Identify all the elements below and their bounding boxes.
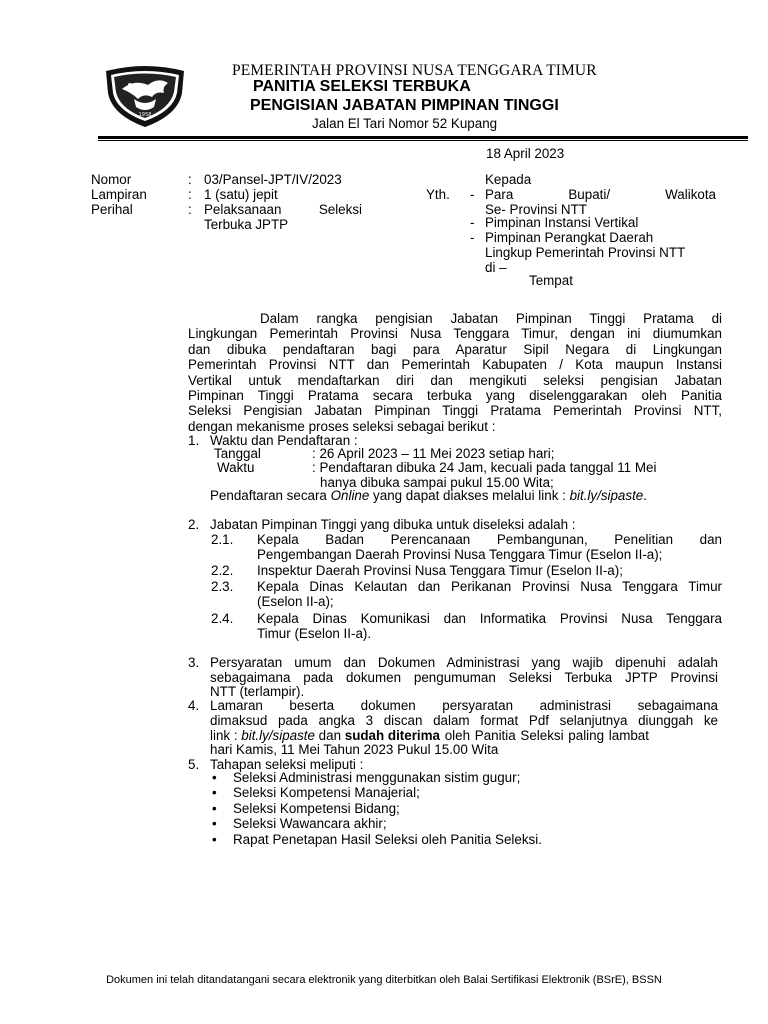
sub-2-4-line1: Kepala Dinas Komunikasi dan Informatika Provinsi Nusa Tenggara xyxy=(257,611,722,626)
sub-2-2-number: 2.2. xyxy=(211,563,234,578)
item2-number: 2. xyxy=(188,517,200,532)
recipient-di: di – xyxy=(485,260,507,275)
item4-link-pre: link : xyxy=(210,728,242,743)
item1-waktu-label: Waktu xyxy=(217,460,255,475)
recipient-dash-2: - xyxy=(470,215,475,230)
sub-2-3-line2: (Eselon II-a); xyxy=(257,594,334,609)
list-item xyxy=(212,770,542,785)
nomor-colon: : xyxy=(188,172,192,187)
sub-2-2-line1: Inspektur Daerah Provinsi Nusa Tenggara Timur (Eselon II-a); xyxy=(257,563,623,578)
intro-line: Lingkungan Pemerintah Provinsi Nusa Tenggara Timur, dengan ini diumumkan xyxy=(188,326,722,342)
yth-label: Yth. xyxy=(426,187,450,202)
sub-2-3-number: 2.3. xyxy=(211,579,234,594)
intro-line: Vertikal untuk mendaftarkan diri dan mengikuti seleksi pengisian Jabatan xyxy=(188,372,722,388)
item4-end-text: oleh Panitia Seleksi paling lambat xyxy=(440,728,649,743)
bullet-dot-icon: • xyxy=(212,800,217,816)
intro-line: Seleksi Pengisian Jabatan Pimpinan Tinggi Pratama Pemerintah Provinsi NTT, xyxy=(188,403,722,419)
item1-waktu-value-2: hanya dibuka sampai pukul 15.00 Wita; xyxy=(320,475,554,490)
intro-line: Pemerintah Provinsi NTT dan Pemerintah Kabupaten / Kota maupun Instansi xyxy=(188,357,722,373)
item1-tanggal-label: Tanggal xyxy=(214,446,261,461)
item4-line1: Lamaran beserta dokumen persyaratan administrasi sebagaimana xyxy=(210,698,718,713)
bullet-dot-icon: • xyxy=(212,770,217,785)
bullet-dot-icon: • xyxy=(212,831,217,847)
perihal-colon: : xyxy=(188,202,192,217)
item1-waktu-value-1: : Pendaftaran dibuka 24 Jam, kecuali pada tanggal 11 Mei xyxy=(312,460,657,475)
intro-paragraph xyxy=(188,311,722,434)
recipient-2: Pimpinan Instansi Vertikal xyxy=(485,215,639,230)
item5-bullet-list xyxy=(212,770,542,847)
bullet-dot-icon: • xyxy=(212,816,217,832)
item1-title: Waktu dan Pendaftaran : xyxy=(210,433,358,448)
letterhead-subtitle: PENGISIAN JABATAN PIMPINAN TINGGI xyxy=(250,97,559,114)
sub-2-4-line2: Timur (Eselon II-a). xyxy=(257,626,372,641)
nomor-label: Nomor xyxy=(91,172,132,187)
recipient-3-line1: Pimpinan Perangkat Daerah xyxy=(485,230,654,245)
list-item xyxy=(212,816,542,831)
letterhead-government: PEMERINTAH PROVINSI NUSA TENGGARA TIMUR xyxy=(232,62,597,79)
sipaste-link[interactable]: bit.ly/sipaste xyxy=(569,488,644,503)
sub-2-1-line1: Kepala Badan Perencanaan Pembangunan, Penelitian dan xyxy=(257,532,722,547)
list-item xyxy=(212,785,542,800)
item3-number: 3. xyxy=(188,655,200,670)
online-mid-text: yang dapat diakses melalui link : xyxy=(369,488,570,503)
bullet-text: Seleksi Kompetensi Bidang; xyxy=(233,800,400,816)
recipient-dash-1: - xyxy=(470,187,475,202)
letter-date: 18 April 2023 xyxy=(486,146,565,161)
item4-line2: dimaksud pada angka 3 discan dalam format Pdf selanjutnya diunggah ke xyxy=(210,713,718,728)
lampiran-value: 1 (satu) jepit xyxy=(204,187,278,202)
sub-2-4-number: 2.4. xyxy=(211,611,234,626)
sipaste-link[interactable]: bit.ly/sipaste xyxy=(241,728,315,743)
item4-number: 4. xyxy=(188,698,200,713)
recipient-1-line1: Para Bupati/ Walikota xyxy=(485,187,716,202)
list-item xyxy=(212,832,542,847)
perihal-label: Perihal xyxy=(91,202,133,217)
online-pre-text: Pendaftaran secara xyxy=(210,488,331,503)
item4-mid-text: dan xyxy=(314,728,345,743)
lampiran-label: Lampiran xyxy=(91,187,147,202)
bullet-text: Rapat Penetapan Hasil Seleksi oleh Panitia Seleksi. xyxy=(233,831,542,847)
logo-year: 1958 xyxy=(138,112,152,118)
intro-line: Pimpinan Tinggi Pratama secara terbuka yang diselenggarakan oleh Panitia xyxy=(188,388,722,404)
item3-line1: Persyaratan umum dan Dokumen Administrasi yang wajib dipenuhi adalah xyxy=(210,655,718,670)
letterhead-rule-thin xyxy=(98,140,748,141)
recipient-tempat: Tempat xyxy=(529,273,573,288)
item2-title: Jabatan Pimpinan Tinggi yang dibuka untuk diseleksi adalah : xyxy=(210,517,576,532)
item4-bold-text: sudah diterima xyxy=(344,728,440,743)
online-end-text: . xyxy=(643,488,647,503)
bullet-text: Seleksi Administrasi menggunakan sistim gugur; xyxy=(233,770,521,785)
item4-line4: hari Kamis, 11 Mei Tahun 2023 Pukul 15.00 Wita xyxy=(210,742,499,757)
bullet-text: Seleksi Wawancara akhir; xyxy=(233,816,387,832)
letterhead-rule-thick xyxy=(98,136,748,139)
bullet-dot-icon: • xyxy=(212,785,217,801)
item1-online-line xyxy=(210,488,647,503)
item3-line3: NTT (terlampir). xyxy=(210,684,305,699)
recipient-1-line2: Se- Provinsi NTT xyxy=(485,202,587,217)
bullet-text: Seleksi Kompetensi Manajerial; xyxy=(233,785,420,801)
recipient-3-line2: Lingkup Pemerintah Provinsi NTT xyxy=(485,245,686,260)
item1-tanggal-value: : 26 April 2023 – 11 Mei 2023 setiap hari; xyxy=(312,446,555,461)
recipient-dash-3: - xyxy=(470,230,475,245)
item1-number: 1. xyxy=(188,433,200,448)
sub-2-1-line2: Pengembangan Daerah Provinsi Nusa Tenggara Timur (Eselon II-a); xyxy=(257,547,663,562)
list-item xyxy=(212,801,542,816)
item3-line2: sebagaimana pada dokumen pengumuman Seleksi Terbuka JPTP Provinsi xyxy=(210,670,718,685)
item5-title: Tahapan seleksi meliputi : xyxy=(210,757,364,772)
intro-line: dan dibuka pendaftaran bagi para Aparatur Sipil Negara di Lingkungan xyxy=(188,341,722,357)
sub-2-3-line1: Kepala Dinas Kelautan dan Perikanan Provinsi Nusa Tenggara Timur xyxy=(257,579,722,594)
item5-number: 5. xyxy=(188,757,200,772)
letterhead-address: Jalan El Tari Nomor 52 Kupang xyxy=(312,116,498,131)
sub-2-1-number: 2.1. xyxy=(211,532,234,547)
provincial-emblem-logo xyxy=(104,63,186,129)
intro-line: Dalam rangka pengisian Jabatan Pimpinan Tinggi Pratama di xyxy=(260,311,722,326)
kepada-label: Kepada xyxy=(485,172,532,187)
online-word: Online xyxy=(330,488,370,503)
intro-line: dengan mekanisme proses seleksi sebagai berikut : xyxy=(188,418,496,434)
letterhead-committee: PANITIA SELEKSI TERBUKA xyxy=(253,78,471,95)
nomor-value: 03/Pansel-JPT/IV/2023 xyxy=(204,172,342,187)
perihal-value-line1: Pelaksanaan Seleksi xyxy=(204,202,362,217)
perihal-value-line2: Terbuka JPTP xyxy=(204,217,289,232)
lampiran-colon: : xyxy=(188,187,192,202)
electronic-signature-footer: Dokumen ini telah ditandatangani secara elektronik yang diterbitkan oleh Balai Sertifikasi Elektronik (BSrE), BSSN xyxy=(106,974,662,986)
